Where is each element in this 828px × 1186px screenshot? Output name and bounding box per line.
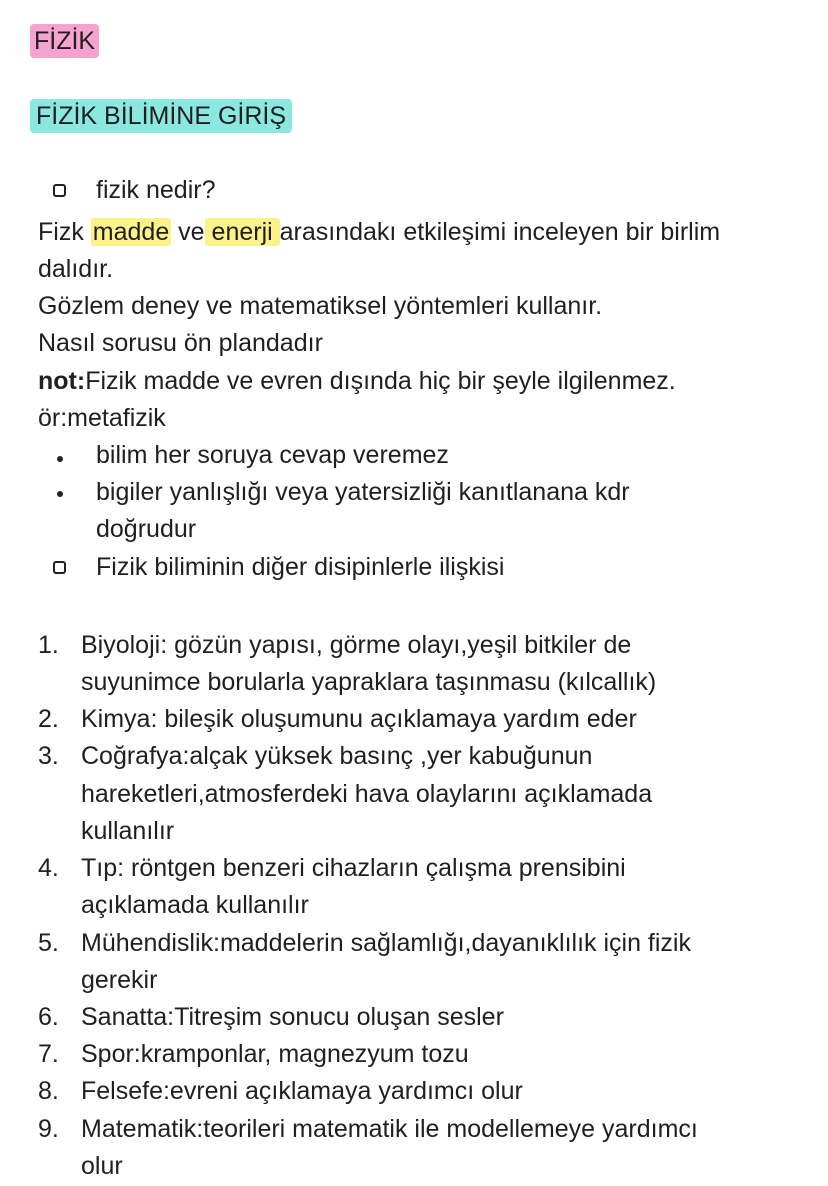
list-item: Kimya: bileşik oluşumunu açıklamaya yardım eder (81, 705, 637, 733)
list-item: Biyoloji: gözün yapısı, görme olayı,yeşil bitkiler de (81, 631, 632, 659)
list-item: Tıp: röntgen benzeri cihazların çalışma prensibini (81, 854, 626, 882)
note-label: not: (38, 367, 86, 395)
text-line: Nasıl sorusu ön plandadır (38, 329, 323, 357)
list-item-continued: olur (81, 1152, 123, 1180)
list-number: 6. (38, 1003, 59, 1031)
checkbox-label: Fizik biliminin diğer disipinlerle ilişkisi (96, 553, 505, 581)
definition-part: arasındakı etkileşimi inceleyen bir birlim (279, 218, 721, 246)
text-line: Gözlem deney ve matematiksel yöntemleri kullanır. (38, 292, 603, 320)
highlight-madde: madde (92, 218, 170, 246)
definition-line-2: dalıdır. (38, 255, 114, 283)
list-item-continued: hareketleri,atmosferdeki hava olaylarını açıklamada (81, 780, 653, 808)
example-line: ör:metafizik (38, 404, 166, 432)
list-item-continued: kullanılır (81, 817, 175, 845)
page-title: FİZİK (30, 24, 99, 58)
list-number: 4. (38, 854, 59, 882)
bullet-dot (57, 491, 63, 497)
list-item-continued: suyunimce borularla yapraklara taşınmasu (kılcallık) (81, 668, 657, 696)
list-item: Sanatta:Titreşim sonucu oluşan sesler (81, 1003, 504, 1031)
list-item-continued: açıklamada kullanılır (81, 891, 309, 919)
list-number: 7. (38, 1040, 59, 1068)
section-heading: FİZİK BİLİMİNE GİRİŞ (30, 99, 292, 133)
list-number: 9. (38, 1115, 59, 1143)
definition-line (38, 214, 720, 250)
checkbox-disiplinler[interactable] (53, 561, 66, 574)
list-number: 8. (38, 1077, 59, 1105)
note-line (38, 363, 676, 399)
list-number: 2. (38, 705, 59, 733)
definition-part: Fizk (38, 218, 91, 246)
note-text: Fizik madde ve evren dışında hiç bir şeyle ilgilenmez. (85, 367, 676, 395)
definition-part: ve (171, 218, 205, 246)
highlight-enerji: enerji (204, 218, 280, 246)
bullet-item-continued: doğrudur (96, 515, 197, 543)
list-number: 5. (38, 929, 59, 957)
list-item-continued: gerekir (81, 966, 158, 994)
bullet-dot (57, 456, 63, 462)
checkbox-label: fizik nedir? (96, 176, 216, 204)
bullet-item: bilim her soruya cevap veremez (96, 441, 449, 469)
list-item: Coğrafya:alçak yüksek basınç ,yer kabuğunun (81, 742, 593, 770)
list-item: Spor:kramponlar, magnezyum tozu (81, 1040, 469, 1068)
checkbox-fizik-nedir[interactable] (53, 184, 66, 197)
bullet-item: bigiler yanlışlığı veya yatersizliği kanıtlanana kdr (96, 478, 630, 506)
list-number: 1. (38, 631, 59, 659)
list-item: Matematik:teorileri matematik ile modellemeye yardımcı (81, 1115, 698, 1143)
list-item: Felsefe:evreni açıklamaya yardımcı olur (81, 1077, 523, 1105)
list-item: Mühendislik:maddelerin sağlamlığı,dayanıklılık için fizik (81, 929, 691, 957)
list-number: 3. (38, 742, 59, 770)
